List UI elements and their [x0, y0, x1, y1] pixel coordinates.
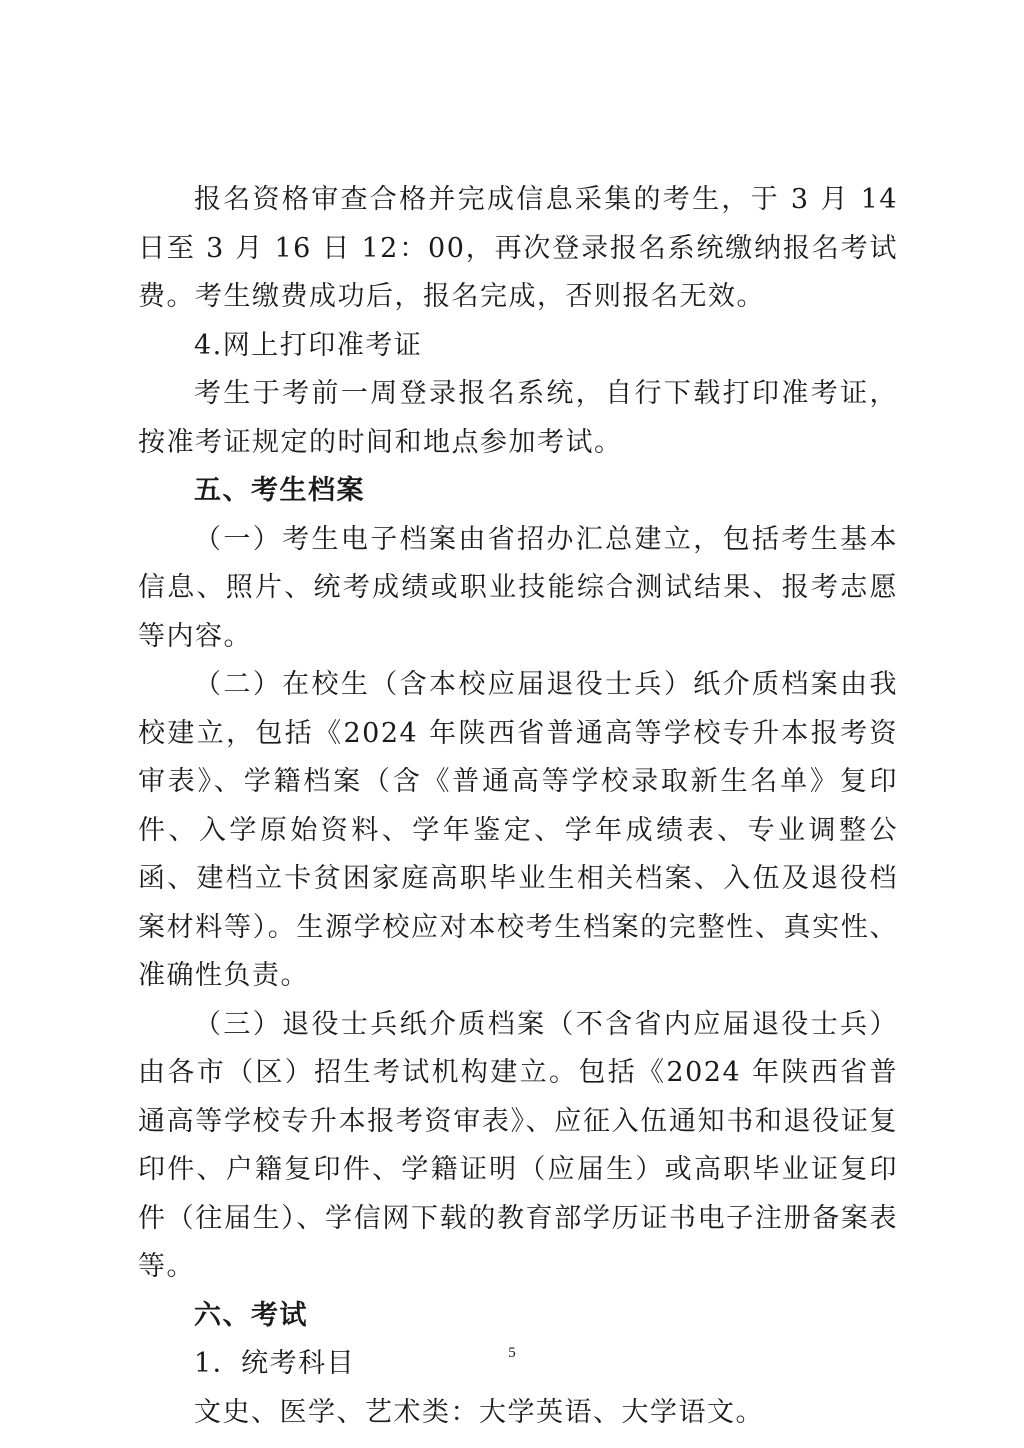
- paragraph-student-paper-files: （二）在校生（含本校应届退役士兵）纸介质档案由我校建立，包括《2024 年陕西省普通高等学校专升本报考资审表》、学籍档案（含《普通高等学校录取新生名单》复印件、入学原始资料、学年鉴定、学年成绩表、专业调整公函、建档立卡贫困家庭高职毕业生相关档案、入伍及退役档案材料等）。生源学校应对本校考生档案的完整性、真实性、准确性负责。: [138, 669, 898, 991]
- document-body: [138, 176, 898, 1437]
- paragraph-electronic-files: （一）考生电子档案由省招办汇总建立，包括考生基本信息、照片、统考成绩或职业技能综合测试结果、报考志愿等内容。: [138, 523, 898, 652]
- subheading-exam-subjects: 1．统考科目: [194, 1348, 356, 1379]
- section-heading-candidate-files: 五、考生档案: [194, 475, 365, 506]
- paragraph-veteran-paper-files: （三）退役士兵纸介质档案（不含省内应届退役士兵）由各市（区）招生考试机构建立。包括《2024 年陕西省普通高等学校专升本报考资审表》、应征入伍通知书和退役证复印件、户籍复印件、学籍证明（应届生）或高职毕业证复印件（往届生）、学信网下载的教育部学历证书电子注册备案表等。: [138, 1008, 898, 1282]
- paragraph-admission-ticket: 考生于考前一周登录报名系统，自行下载打印准考证，按准考证规定的时间和地点参加考试。: [138, 378, 898, 458]
- subheading-print-admission-ticket: 4.网上打印准考证: [194, 329, 423, 361]
- paragraph-exam-subjects: 文史、医学、艺术类：大学英语、大学语文。: [194, 1396, 764, 1428]
- paragraph-fee-payment: 报名资格审查合格并完成信息采集的考生，于 3 月 14 日至 3 月 16 日 12：00，再次登录报名系统缴纳报名考试费。考生缴费成功后，报名完成，否则报名无效。: [138, 184, 898, 312]
- section-heading-exam: 六、考试: [194, 1299, 308, 1331]
- page-number: 5: [508, 1345, 516, 1361]
